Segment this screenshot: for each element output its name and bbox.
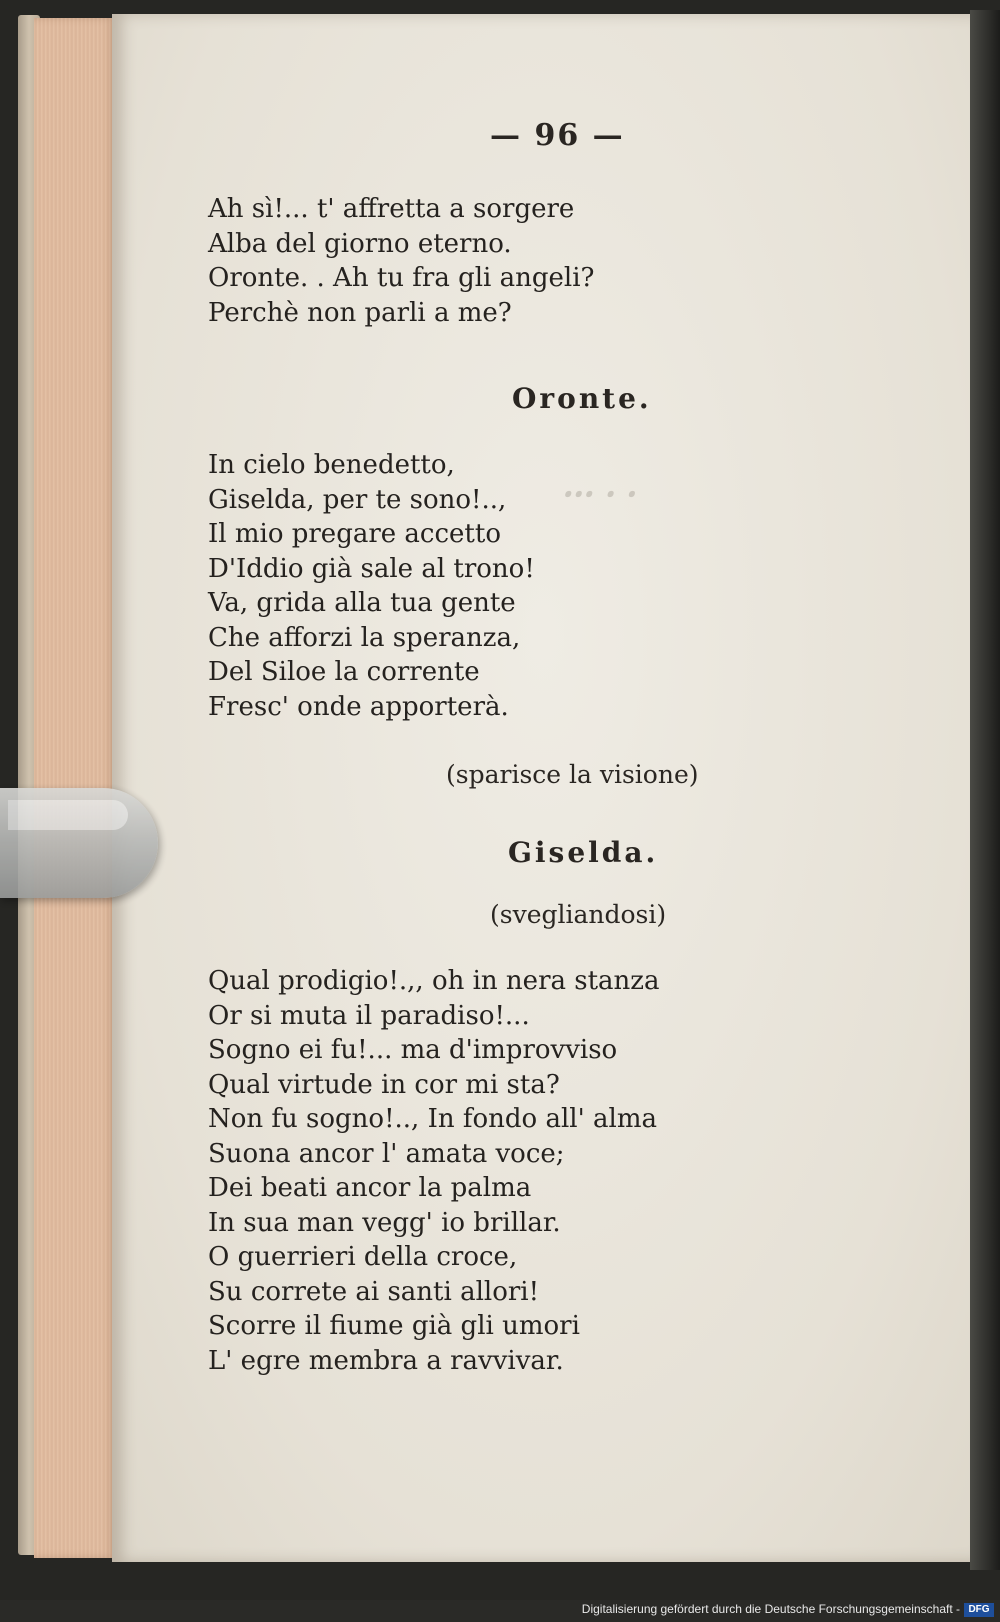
verse-line: In cielo benedetto, [208, 450, 455, 480]
verse-line: Non fu sogno!.., In fondo all' alma [208, 1104, 657, 1134]
stanza-1 [208, 192, 594, 330]
stanza-3 [208, 964, 660, 1378]
funding-credit: Digitalisierung gefördert durch die Deutsche Forschungsgemeinschaft - [581, 1602, 960, 1616]
verse-line: In sua man vegg' io brillar. [208, 1207, 561, 1238]
verse-line: Che afforzi la speranza, [208, 622, 521, 653]
verse-line: Ah sì!... t' affretta a sorgere [208, 194, 575, 224]
verse-line: Su correte ai santi allori! [208, 1276, 540, 1307]
verse-line: O guerrieri della croce, [208, 1242, 518, 1272]
speaker-heading-giselda: Giselda. [508, 836, 659, 869]
verse-line: Del Siloe la corrente [208, 657, 480, 687]
verse-line: Oronte. . Ah tu fra gli angeli? [208, 263, 595, 293]
verse-line: Giselda, per te sono!.., [208, 484, 507, 515]
stage-direction: (sparisce la visione) [446, 760, 699, 789]
verse-line: Dei beati ancor la palma [208, 1173, 532, 1203]
verse-line: L' egre membra a ravvivar. [208, 1345, 564, 1376]
verse-line: Or si muta il paradiso!... [208, 1000, 530, 1031]
stage-direction: (svegliandosi) [490, 900, 667, 929]
page-clip-tab [0, 788, 158, 898]
verse-line: Perchè non parli a me? [208, 297, 512, 328]
book-gutter [970, 10, 1000, 1570]
verse-line: Qual prodigio!.,, oh in nera stanza [208, 966, 660, 996]
show-through-texture: ꞏꞏꞏ ꞏ ꞏ [560, 475, 635, 515]
verse-line: Scorre il fiume già gli umori [208, 1311, 580, 1341]
verse-line: Fresc' onde apporterà. [208, 691, 509, 722]
verse-line: Il mio pregare accetto [208, 519, 501, 549]
stanza-2 [208, 448, 535, 724]
verse-line: Alba del giorno eterno. [208, 228, 512, 259]
dfg-logo: DFG [964, 1603, 994, 1617]
verse-line: Qual virtude in cor mi sta? [208, 1069, 560, 1100]
speaker-heading-oronte: Oronte. [512, 382, 652, 415]
verse-line: Sogno ei fu!... ma d'improvviso [208, 1035, 618, 1065]
verse-line: Va, grida alla tua gente [208, 588, 516, 618]
verse-line: D'Iddio già sale al trono! [208, 553, 535, 584]
page-number: — 96 — [490, 118, 625, 153]
verse-line: Suona ancor l' amata voce; [208, 1138, 565, 1169]
